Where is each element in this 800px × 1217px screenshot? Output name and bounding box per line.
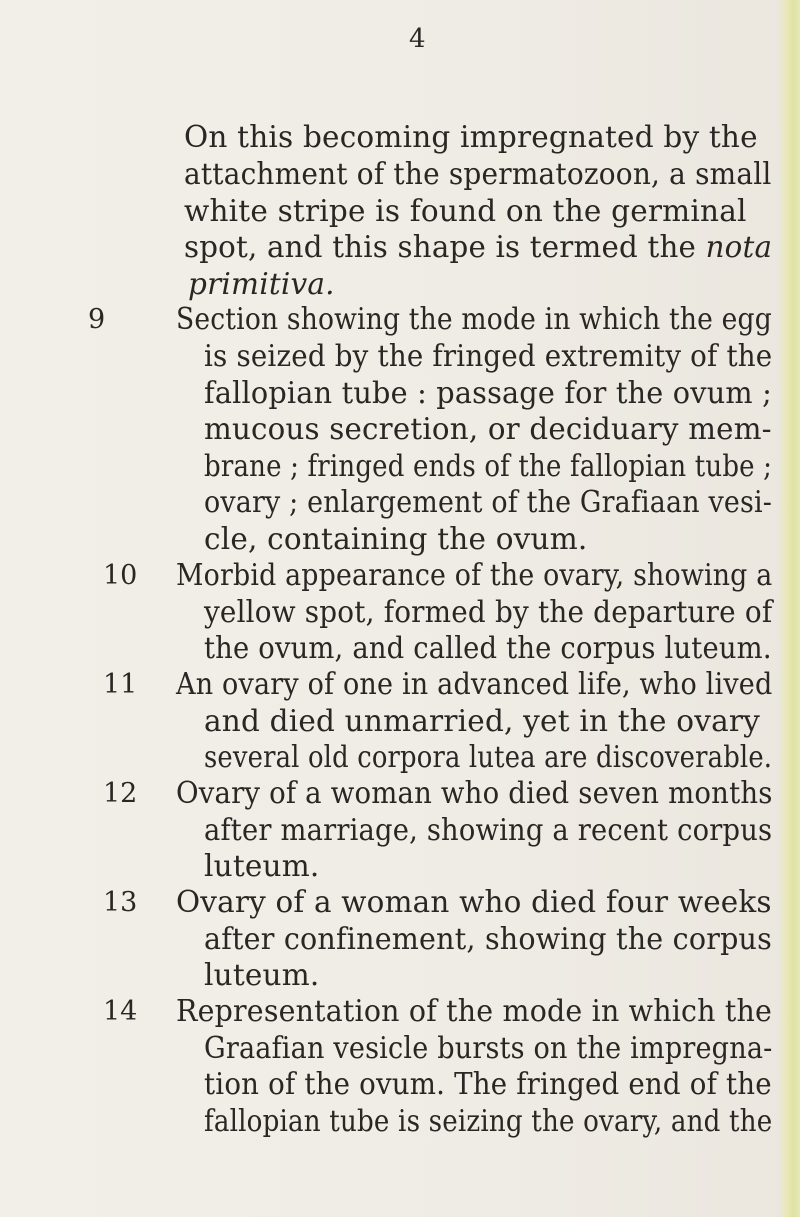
text-line: brane ; fringed ends of the fallopian tube ; [204, 449, 773, 483]
text-line: An ovary of one in advanced life, who lived [176, 667, 773, 701]
text-line: Ovary of a woman who died seven months [176, 776, 773, 810]
italic-term: nota [705, 230, 773, 264]
page-edge [778, 0, 800, 1217]
entry-number: 9 [88, 304, 106, 335]
text-line: white stripe is found on the germinal [184, 194, 747, 228]
text-line: Ovary of a woman who died four weeks [176, 885, 772, 919]
italic-term: primitiva. [188, 267, 335, 301]
text-line: is seized by the fringed extremity of the [204, 339, 773, 373]
text-line: tion of the ovum. The fringed end of the [204, 1067, 772, 1101]
entry-number: 12 [103, 778, 138, 809]
text-line: fallopian tube is seizing the ovary, and the [204, 1104, 773, 1138]
text-line: Graafian vesicle bursts on the impregna- [204, 1031, 773, 1065]
entry-number: 11 [103, 669, 138, 700]
text-line: cle, containing the ovum. [204, 522, 588, 556]
text-fragment: spot, and this shape is termed the [184, 230, 697, 264]
text-line: fallopian tube : passage for the ovum ; [204, 376, 772, 410]
text-line: after marriage, showing a recent corpus [204, 813, 773, 847]
text-line: after confinement, showing the corpus [204, 922, 773, 956]
page-number: 4 [409, 24, 426, 54]
text-line [184, 230, 773, 264]
entry-number: 13 [103, 887, 138, 918]
entry-number: 14 [103, 996, 138, 1027]
text-line: the ovum, and called the corpus luteum. [204, 631, 772, 665]
text-line: Section showing the mode in which the egg [176, 302, 772, 336]
text-line: yellow spot, formed by the departure of [204, 595, 773, 629]
text-line: luteum. [204, 958, 320, 992]
entry-number: 10 [103, 560, 138, 591]
text-line: and died unmarried, yet in the ovary [204, 704, 761, 738]
text-line: luteum. [204, 849, 320, 883]
text-line: Morbid appearance of the ovary, showing a [176, 558, 773, 592]
text-line: several old corpora lutea are discoverable. [204, 740, 773, 774]
text-line: mucous secretion, or deciduary mem- [204, 412, 772, 446]
text-line: Representation of the mode in which the [176, 994, 773, 1028]
text-line: attachment of the spermatozoon, a small [184, 157, 772, 191]
text-line: ovary ; enlargement of the Grafiaan vesi- [204, 485, 773, 519]
text-line: On this becoming impregnated by the [184, 120, 758, 154]
